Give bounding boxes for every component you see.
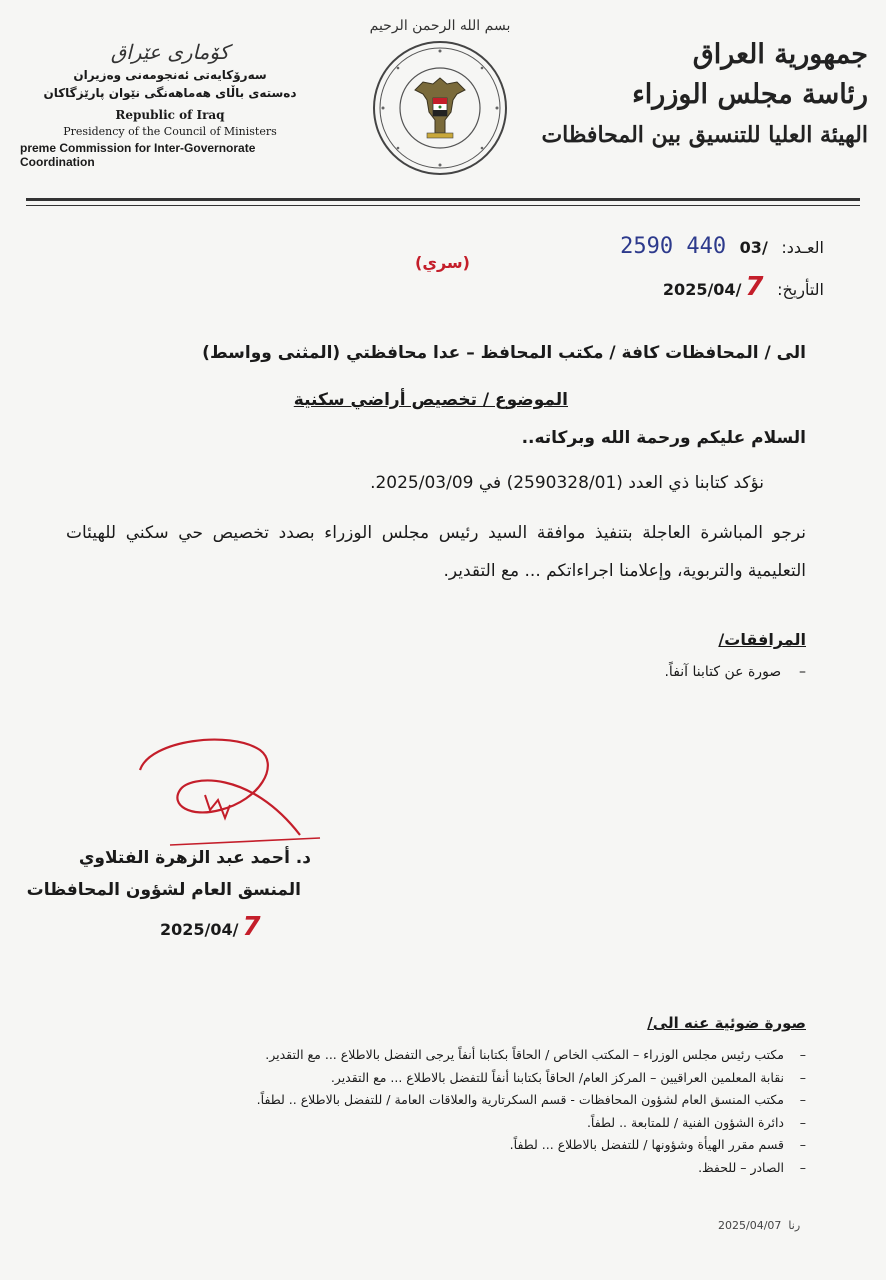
- kurdish-line-2: دەستەی باڵای هەماهەنگی نێوان پارێزگاکان: [43, 86, 297, 100]
- english-line-1: Republic of Iraq: [115, 108, 225, 122]
- signature-date-handwritten-day: 7: [242, 912, 261, 942]
- reference-date-handwritten-day: 7: [745, 272, 764, 302]
- signatory-title: المنسق العام لشؤون المحافظات: [26, 880, 301, 900]
- cc-item-text: مكتب المنسق العام لشؤون المحافظات - قسم السكرتارية والعلاقات العامة / للتفضل بالاطلاع .. لطفاً.: [256, 1092, 784, 1107]
- cc-item: –دائرة الشؤون الفنية / للمتابعة .. لطفاً.: [586, 1114, 806, 1130]
- kurdish-line-1: سەرۆکایەتی ئەنجومەنی وەزیران: [73, 68, 267, 82]
- kurdish-title: کۆماری عێراق: [110, 40, 230, 64]
- iraq-emblem-seal-icon: [365, 38, 515, 178]
- reference-number-handwritten: 2590 440: [620, 234, 727, 259]
- cc-item: –الصادر – للحفظ.: [698, 1159, 806, 1175]
- cc-title: صورة ضوئية عنه الى/: [647, 1014, 806, 1032]
- header-center: [340, 18, 540, 178]
- cc-item-text: الصادر – للحفظ.: [698, 1159, 784, 1175]
- cc-item-text: دائرة الشؤون الفنية / للمتابعة .. لطفاً.: [586, 1114, 784, 1130]
- reference-date-label: التأريخ:: [777, 280, 824, 299]
- body-paragraph-2: نرجو المباشرة العاجلة بتنفيذ موافقة السيد رئيس مجلس الوزراء بصدد تخصيص حي سكني للهيئات التعليمية والتربوية، وإعلامنا اجراءاتكم ... مع التقدير.: [66, 523, 806, 581]
- cc-item: –قسم مقرر الهيأة وشؤونها / للتفضل بالاطلاع ... لطفاً.: [509, 1137, 806, 1152]
- reference-date-value: [663, 272, 764, 302]
- greeting: السلام عليكم ورحمة الله وبركاته..: [521, 428, 806, 448]
- header-divider-thin: [26, 205, 860, 206]
- reference-number-prefix: 03/: [739, 238, 768, 257]
- signature-date: [160, 912, 261, 942]
- english-line-3: preme Commission for Inter-Governorate Coordination: [20, 141, 256, 169]
- cc-item: –نقابة المعلمين العراقيين – المركز العام/ الحاقاً بكتابنا أنفاً للتفضل بالاطلاع ... مع التقدير.: [330, 1069, 806, 1085]
- attachments-title: المرافقات/: [718, 630, 806, 649]
- cc-item-text: مكتب رئيس مجلس الوزراء – المكتب الخاص / الحاقاً بكتابنا أنفاً يرجى التفضل بالاطلاع ... مع التقدير.: [265, 1047, 784, 1062]
- footer-initials: رنا: [788, 1219, 801, 1232]
- basmala: بسم الله الرحمن الرحيم: [369, 18, 511, 34]
- recipient-line: الى / المحافظات كافة / مكتب المحافظ – عدا محافظتي (المثنى وواسط): [202, 343, 806, 363]
- header-right: [541, 35, 868, 155]
- classification-stamp: (سري): [415, 253, 470, 272]
- handwritten-signature: [110, 730, 330, 850]
- attachment-item-text: صورة عن كتابنا آنفاً.: [664, 664, 782, 680]
- arabic-line-3: الهيئة العليا للتنسيق بين المحافظات: [541, 122, 868, 148]
- arabic-line-1: جمهورية العراق: [692, 39, 868, 70]
- cc-item-text: نقابة المعلمين العراقيين – المركز العام/ الحاقاً بكتابنا أنفاً للتفضل بالاطلاع ... مع التقدير.: [330, 1069, 784, 1085]
- footer-date-value: 2025/04/07: [718, 1219, 782, 1232]
- footer-date: [718, 1219, 800, 1232]
- english-line-2: Presidency of the Council of Ministers: [63, 125, 277, 138]
- header-divider-thick: [26, 198, 860, 201]
- cc-item: –مكتب المنسق العام لشؤون المحافظات - قسم السكرتارية والعلاقات العامة / للتفضل بالاطلاع .. لطفاً.: [256, 1092, 806, 1107]
- cc-item-text: قسم مقرر الهيأة وشؤونها / للتفضل بالاطلاع ... لطفاً.: [509, 1137, 784, 1152]
- reference-number: [620, 234, 824, 259]
- attachment-item: – صورة عن كتابنا آنفاً.: [664, 664, 806, 680]
- cc-item: –مكتب رئيس مجلس الوزراء – المكتب الخاص / الحاقاً بكتابنا أنفاً يرجى التفضل بالاطلاع ... مع التقدير.: [265, 1047, 806, 1062]
- reference-number-label: العـدد:: [781, 238, 824, 257]
- body-paragraph-1: نؤكد كتابنا ذي العدد (2590328/01) في 2025/03/09.: [370, 473, 764, 493]
- header-left: [20, 40, 320, 169]
- reference-date-prefix: 2025/04/: [662, 280, 742, 299]
- signatory-name: د. أحمد عبد الزهرة الفتلاوي: [78, 848, 311, 868]
- reference-date: [663, 272, 824, 302]
- signature-date-prefix: 2025/04/: [160, 920, 239, 939]
- cc-list: [257, 1044, 806, 1179]
- arabic-line-2: رئاسة مجلس الوزراء: [632, 79, 868, 110]
- subject-line: الموضوع / تخصيص أراضي سكنية: [293, 390, 568, 410]
